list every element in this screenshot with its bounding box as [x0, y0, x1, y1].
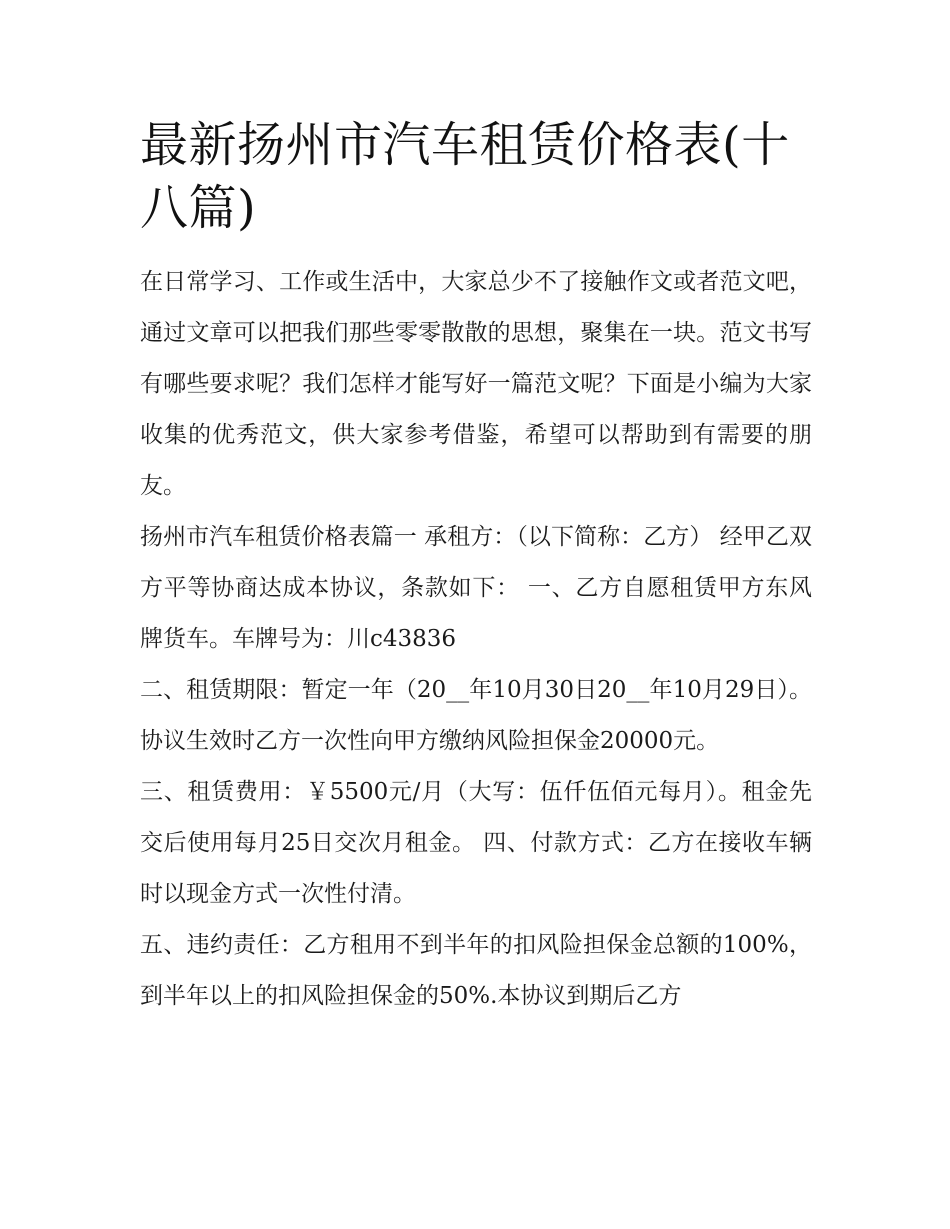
- paragraph-lessee-intro: 扬州市汽车租赁价格表篇一 承租方：（以下简称：乙方） 经甲乙双方平等协商达成本协议，条款如下： 一、乙方自愿租赁甲方东风牌货车。车牌号为：川c43836: [140, 524, 812, 652]
- document-body: [140, 114, 812, 1022]
- paragraph-lease-fee: 三、租赁费用：￥5500元/月（大写：伍仟伍佰元每月）。租金先交后使用每月25日交次月租金。 四、付款方式：乙方在接收车辆时以现金方式一次性付清。: [140, 779, 812, 907]
- document-title: 最新扬州市汽车租赁价格表(十八篇): [140, 117, 790, 236]
- intro-paragraph: 在日常学习、工作或生活中，大家总少不了接触作文或者范文吧，通过文章可以把我们那些零零散散的思想，聚集在一块。范文书写有哪些要求呢？我们怎样才能写好一篇范文呢？下面是小编为大家收集的优秀范文，供大家参考借鉴，希望可以帮助到有需要的朋友。: [140, 269, 812, 499]
- paragraph-breach-liability: 五、违约责任：乙方租用不到半年的扣风险担保金总额的100%，到半年以上的扣风险担保金的50%.本协议到期后乙方: [140, 932, 812, 1009]
- paragraph-lease-term: 二、租赁期限：暂定一年（20__年10月30日20__年10月29日）。协议生效时乙方一次性向甲方缴纳风险担保金20000元。: [140, 677, 812, 754]
